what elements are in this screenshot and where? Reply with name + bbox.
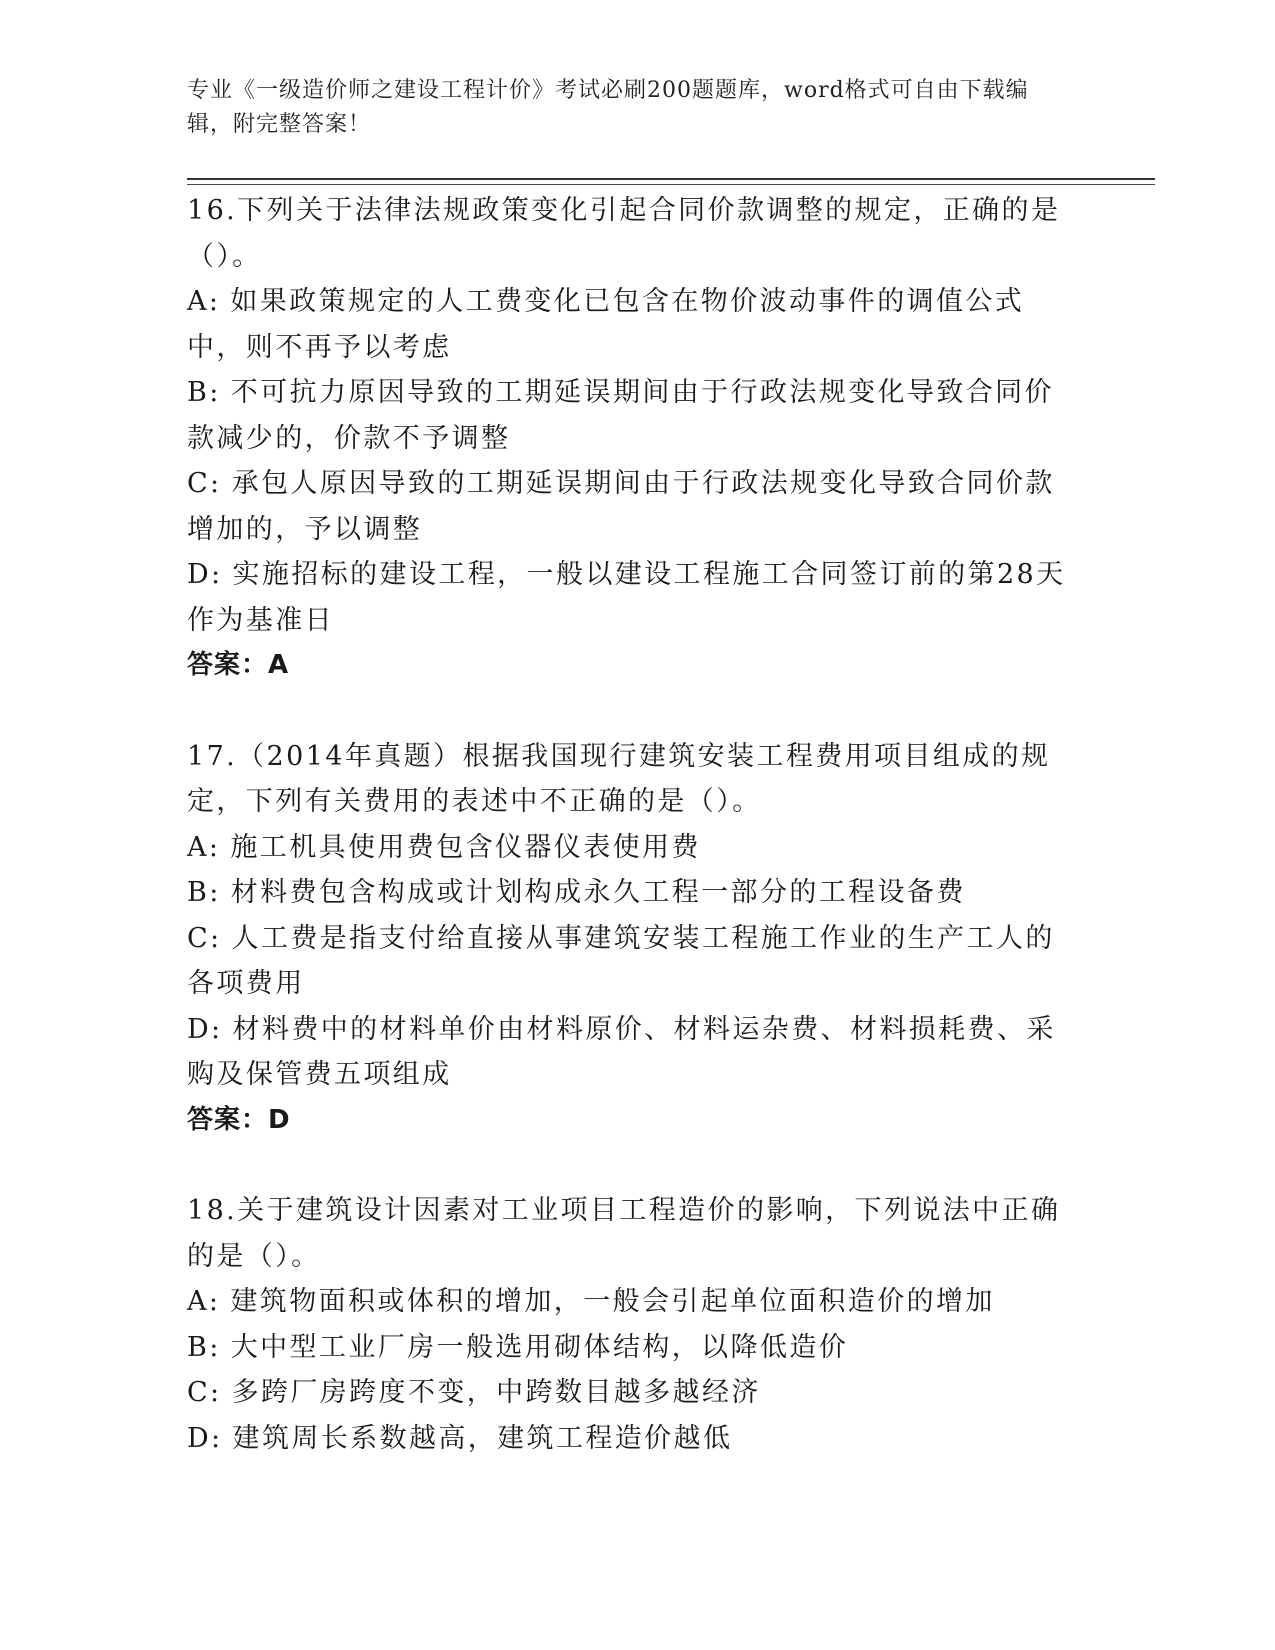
- option-text: 多跨厂房跨度不变，中跨数目越多越经济: [231, 1377, 761, 1408]
- question-stem: 16.下列关于法律法规政策变化引起合同价款调整的规定，正确的是（）。: [187, 195, 1061, 272]
- answer: 答案：D: [187, 1104, 291, 1135]
- question-list: [187, 188, 1077, 1506]
- question-stem: 18.关于建筑设计因素对工业项目工程造价的影响，下列说法中正确的是（）。: [187, 1195, 1061, 1272]
- option-c: [187, 1370, 1077, 1416]
- question-17: [187, 734, 1077, 1144]
- option-label: C:: [187, 922, 222, 954]
- question-stem: 17.（2014年真题）根据我国现行建筑安装工程费用项目组成的规定，下列有关费用的表述中不正确的是（）。: [187, 740, 1051, 817]
- option-label: B:: [187, 877, 221, 908]
- option-b: [187, 370, 1077, 461]
- option-label: B:: [187, 1331, 221, 1363]
- option-text: 大中型工业厂房一般选用砌体结构，以降低造价: [230, 1331, 849, 1363]
- option-d: [187, 552, 1077, 643]
- option-label: D:: [187, 1422, 223, 1454]
- option-label: D:: [187, 1013, 223, 1045]
- question-16: [187, 188, 1077, 689]
- option-label: C:: [187, 1377, 222, 1408]
- option-d: [187, 1007, 1077, 1098]
- option-text: 建筑周长系数越高，建筑工程造价越低: [232, 1422, 733, 1454]
- question-18: [187, 1188, 1077, 1461]
- option-text: 不可抗力原因导致的工期延误期间由于行政法规变化导致合同价款减少的，价款不予调整: [187, 377, 1054, 454]
- option-label: A:: [187, 1286, 221, 1317]
- option-d: [187, 1416, 1077, 1462]
- option-label: A:: [187, 831, 221, 863]
- option-text: 施工机具使用费包含仪器仪表使用费: [230, 831, 701, 863]
- option-label: B:: [187, 377, 221, 408]
- option-c: [187, 461, 1077, 552]
- header-rule-thin: [187, 184, 1155, 185]
- option-a: [187, 825, 1077, 871]
- option-label: A:: [187, 286, 221, 317]
- option-label: D:: [187, 559, 223, 590]
- option-text: 如果政策规定的人工费变化已包含在物价波动事件的调值公式中，则不再予以考虑: [187, 286, 1025, 363]
- option-text: 材料费中的材料单价由材料原价、材料运杂费、材料损耗费、采购及保管费五项组成: [187, 1013, 1056, 1090]
- answer: 答案：A: [187, 650, 290, 680]
- option-a: [187, 279, 1077, 370]
- option-a: [187, 1279, 1077, 1325]
- option-text: 人工费是指支付给直接从事建筑安装工程施工作业的生产工人的各项费用: [187, 922, 1055, 999]
- option-text: 实施招标的建设工程，一般以建设工程施工合同签订前的第28天作为基准日: [187, 559, 1066, 636]
- option-b: [187, 870, 1077, 916]
- option-label: C:: [187, 468, 222, 499]
- document-header: 专业《一级造价师之建设工程计价》考试必刷200题题库，word格式可自由下载编辑，附完整答案！: [187, 78, 1029, 137]
- option-c: [187, 916, 1077, 1007]
- option-text: 材料费包含构成或计划构成永久工程一部分的工程设备费: [230, 877, 966, 908]
- option-text: 建筑物面积或体积的增加，一般会引起单位面积造价的增加: [230, 1286, 995, 1317]
- option-text: 承包人原因导致的工期延误期间由于行政法规变化导致合同价款增加的，予以调整: [187, 468, 1055, 545]
- option-b: [187, 1325, 1077, 1371]
- header-rule-thick: [187, 178, 1155, 180]
